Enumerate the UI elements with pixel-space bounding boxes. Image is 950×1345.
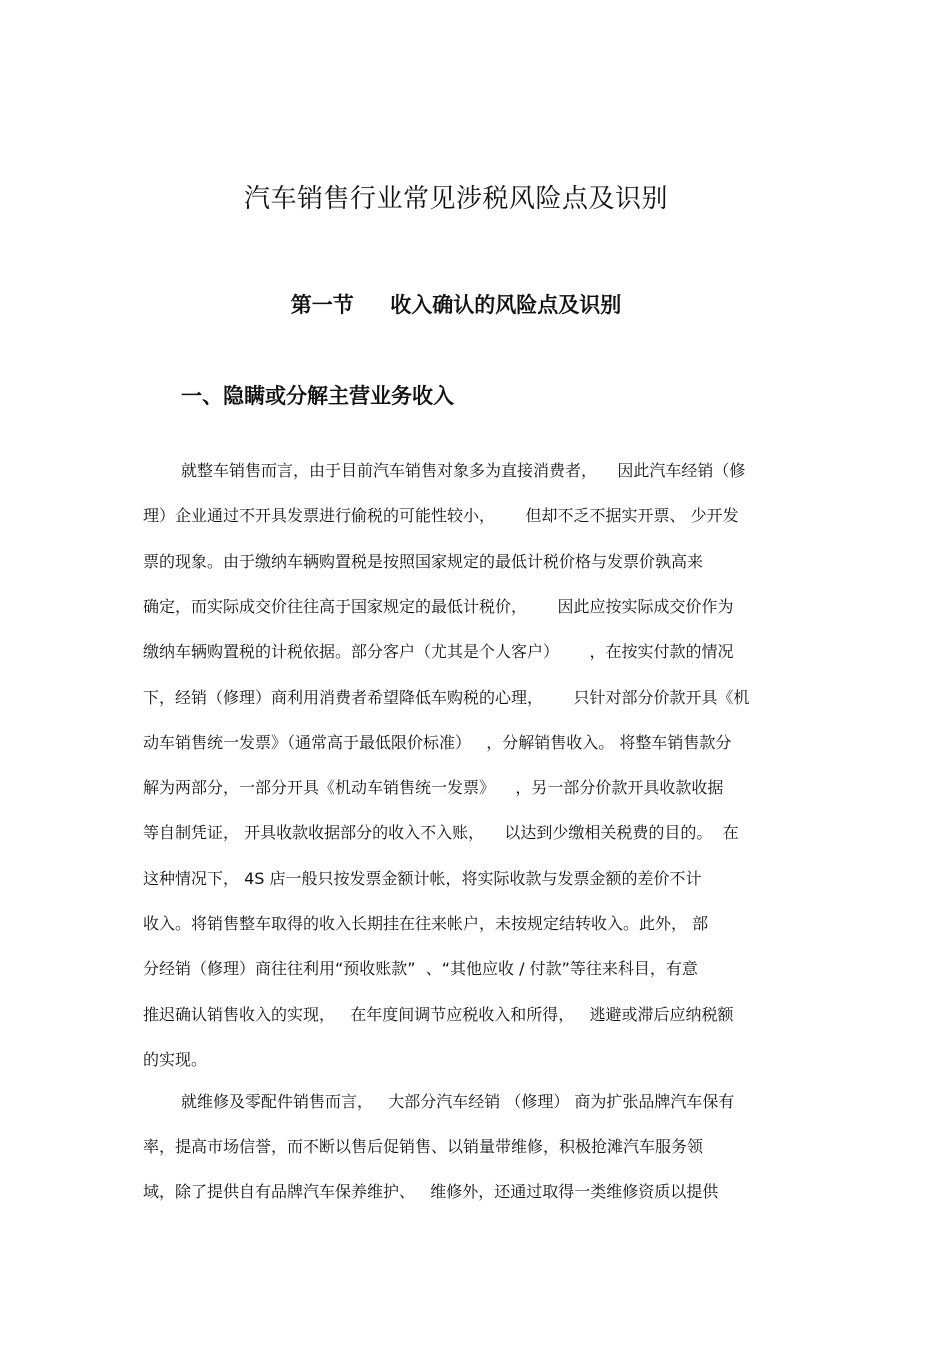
paragraph-line: 这种情况下， 4S 店一般只按发票金额计帐，将实际收款与发票金额的差价不计	[143, 868, 702, 888]
paragraph-line: 理）企业通过不开具发票进行偷税的可能性较小， 但却不乏不据实开票、 少开发	[143, 506, 739, 526]
paragraph-line: 域，除了提供自有品牌汽车保养维护、 维修外，还通过取得一类维修资质以提供	[143, 1182, 719, 1201]
paragraph-line: 票的现象。由于缴纳车辆购置税是按照国家规定的最低计税价格与发票价孰高来	[143, 551, 704, 571]
paragraph-line: 解为两部分，一部分开具《机动车销售统一发票》 ，另一部分价款开具收款收据	[143, 778, 724, 798]
paragraph-line: 的实现。	[143, 1049, 208, 1069]
section-title: 第一节 收入确认的风险点及识别	[290, 293, 622, 317]
paragraph-line: 就维修及零配件销售而言， 大部分汽车经销 （修理） 商为扩张品牌汽车保有	[181, 1092, 735, 1111]
document-title: 汽车销售行业常见涉税风险点及识别	[243, 184, 668, 214]
paragraph-line: 分经销（修理）商往往利用“预收账款” 、“其他应收 / 付款”等往来科目，有意	[143, 959, 698, 979]
paragraph-line: 动车销售统一发票》（通常高于最低限价标准） ，分解销售收入。 将整车销售款分	[143, 732, 732, 752]
paragraph-line: 缴纳车辆购置税的计税依据。部分客户（尤其是个人客户） ，在按实付款的情况	[143, 642, 734, 662]
paragraph-line: 下，经销（修理）商利用消费者希望降低车购税的心理， 只针对部分价款开具《机	[143, 687, 750, 707]
subsection-title: 一、隐瞒或分解主营业务收入	[181, 384, 454, 408]
paragraph-line: 推迟确认销售收入的实现， 在年度间调节应税收入和所得， 逃避或滞后应纳税额	[143, 1004, 734, 1024]
paragraph-line: 等自制凭证， 开具收款收据部分的收入不入账， 以达到少缴相关税费的目的。 在	[143, 823, 739, 843]
paragraph-line: 率，提高市场信誉，而不断以售后促销售、以销量带维修，积极抢滩汽车服务领	[143, 1137, 704, 1156]
paragraph-line: 就整车销售而言，由于目前汽车销售对象多为直接消费者， 因此汽车经销（修	[181, 461, 746, 480]
paragraph-line: 收入。将销售整车取得的收入长期挂在往来帐户，未按规定结转收入。此外， 部	[143, 914, 709, 933]
paragraph-line: 确定，而实际成交价往往高于国家规定的最低计税价， 因此应按实际成交价作为	[143, 596, 734, 616]
